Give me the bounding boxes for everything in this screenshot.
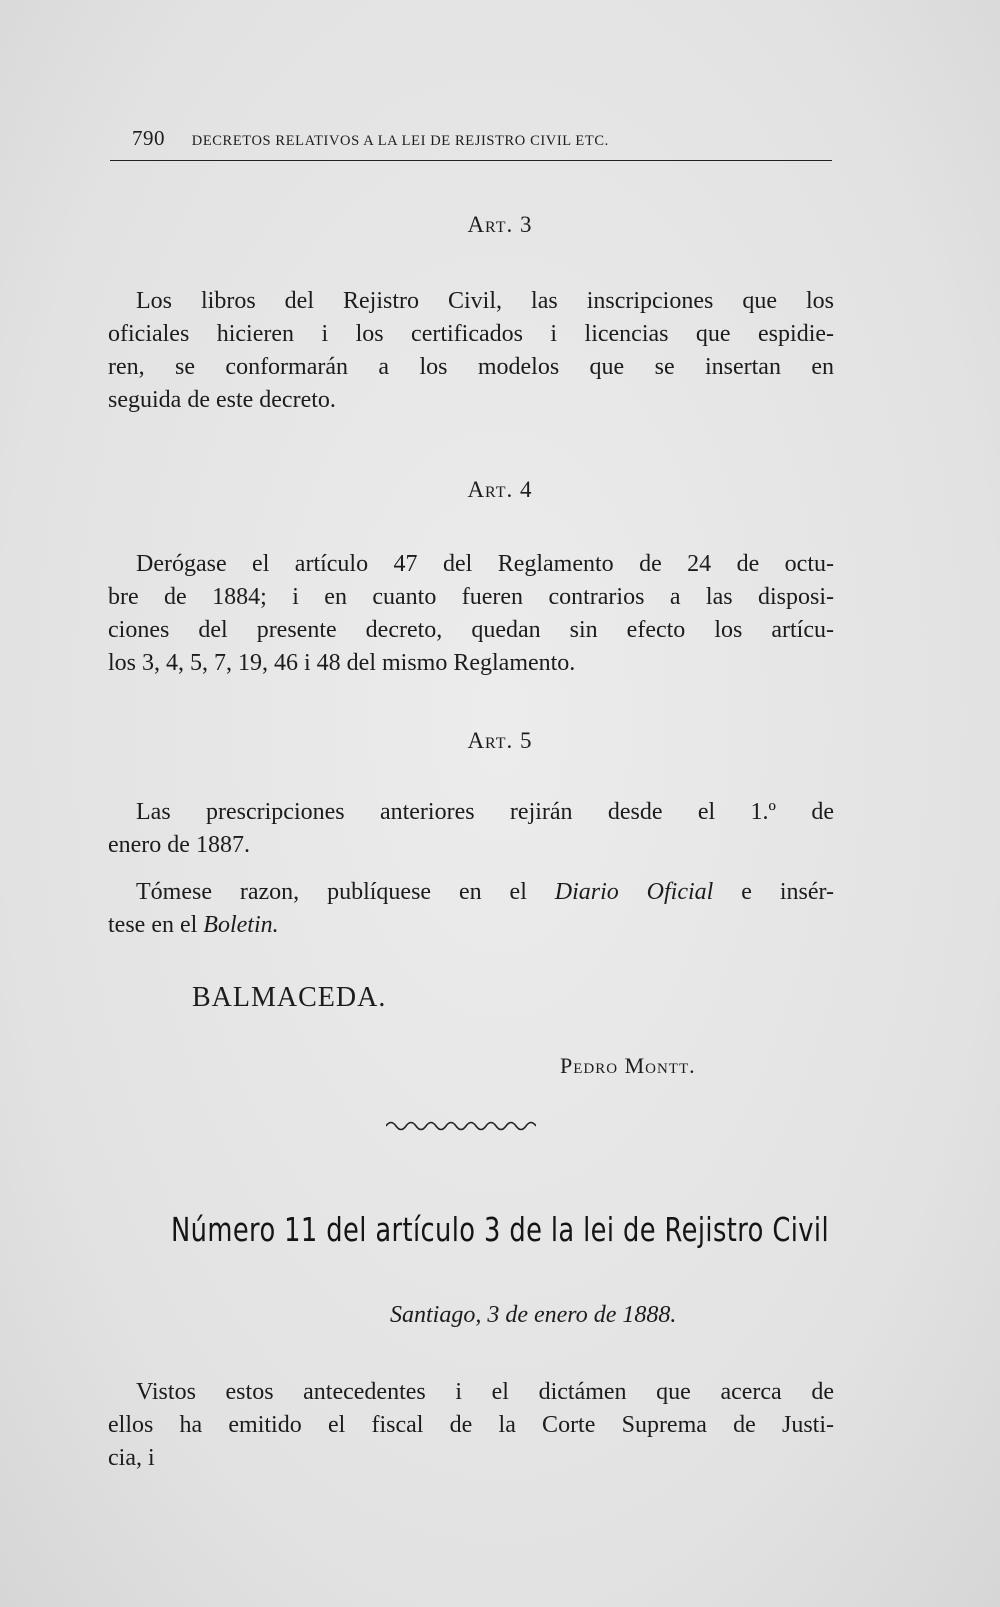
text-line: ellos ha emitido el fiscal de la Corte Suprema de Justi- (108, 1412, 834, 1438)
article-4-heading: Art. 4 (467, 477, 533, 502)
text-line: enero de 1887. (108, 832, 250, 858)
publication-name: Boletin. (203, 912, 279, 938)
text-line: tese en el Boletin. (108, 912, 279, 938)
section-body (108, 1376, 834, 1475)
ornamental-divider-icon (386, 1118, 536, 1134)
page-number: 790 (132, 126, 165, 150)
text-line: cia, i (108, 1445, 155, 1471)
page-header (132, 126, 832, 151)
text-line: bre de 1884; i en cuanto fueren contrarios a las disposi- (108, 584, 834, 610)
text-line: oficiales hicieren i los certificados i licencias que espidie- (108, 321, 834, 347)
closing-formula (108, 876, 834, 942)
text-line: ren, se conformarán a los modelos que se insertan en (108, 354, 834, 380)
dateline: Santiago, 3 de enero de 1888. (390, 1302, 677, 1328)
text-line: Vistos estos antecedentes i el dictámen que acerca de (136, 1379, 834, 1405)
section-title: Número 11 del artículo 3 de la lei de Rejistro Civil (171, 1210, 829, 1249)
header-rule (110, 160, 832, 161)
text-line: seguida de este decreto. (108, 387, 336, 413)
publication-name: Diario Oficial (554, 879, 714, 905)
article-5-heading: Art. 5 (467, 728, 533, 753)
text-line: Tómese razon, publíquese en el Diario Oficial e insér- (136, 879, 834, 905)
article-3-heading: Art. 3 (467, 212, 533, 237)
signature-president: BALMACEDA. (192, 982, 387, 1013)
article-4-body (108, 548, 834, 680)
text-line: los 3, 4, 5, 7, 19, 46 i 48 del mismo Reglamento. (108, 650, 576, 676)
running-title: DECRETOS RELATIVOS A LA LEI DE REJISTRO CIVIL ETC. (191, 133, 609, 149)
article-3-body (108, 285, 834, 417)
text-line: Los libros del Rejistro Civil, las inscripciones que los (136, 288, 834, 314)
text-line: ciones del presente decreto, quedan sin efecto los artícu- (108, 617, 834, 643)
text-line: Derógase el artículo 47 del Reglamento de 24 de octu- (136, 551, 834, 577)
text-line: Las prescripciones anteriores rejirán desde el 1.º de (136, 799, 834, 825)
signature-minister: Pedro Montt. (560, 1053, 696, 1078)
article-5-body (108, 796, 834, 862)
